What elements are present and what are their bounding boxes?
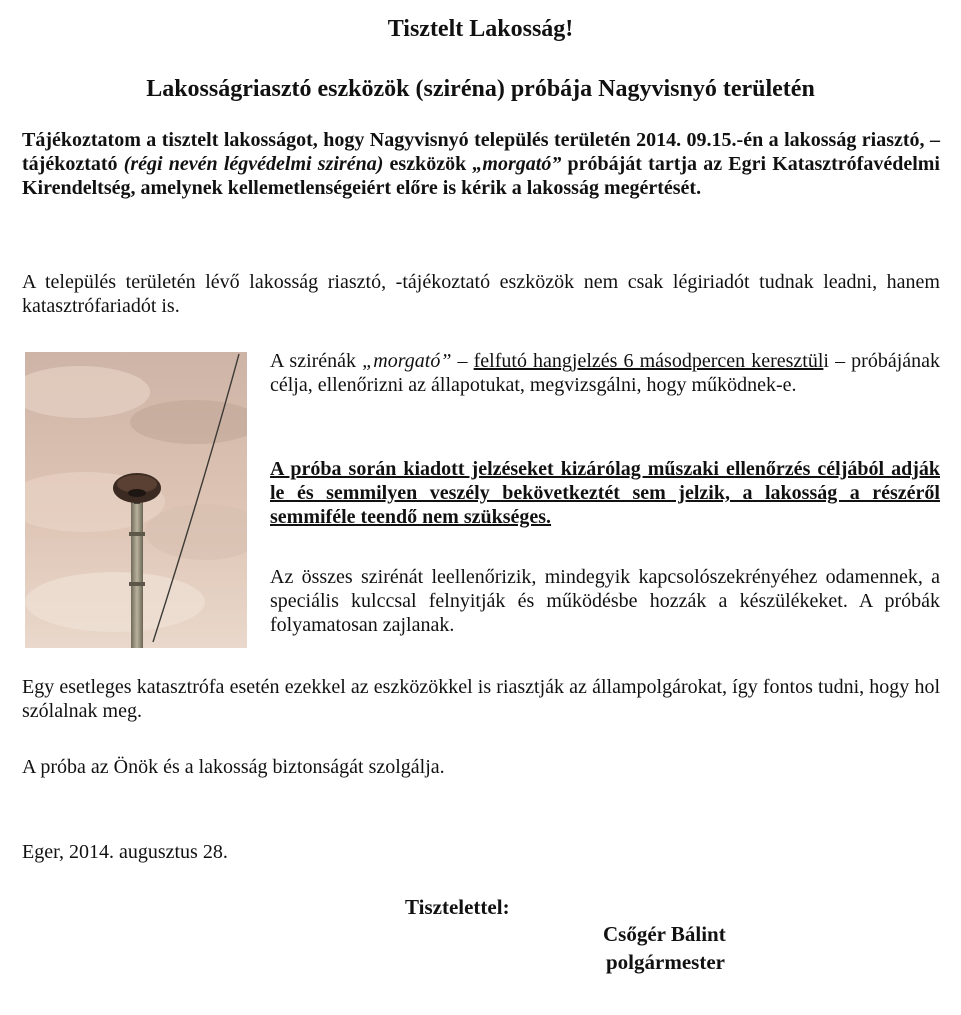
subject-heading: Lakosságriasztó eszközök (sziréna) próbája Nagyvisnyó területén [146, 76, 815, 102]
date-line: Eger, 2014. augusztus 28. [22, 841, 228, 863]
signer-title: polgármester [606, 950, 725, 974]
intro-paragraph: Tájékoztatom a tisztelt lakosságot, hogy Nagyvisnyó település területén 2014. 09.15.-én a lakosság riasztó, –tájékoztató (régi nevén légvédelmi sziréna) eszközök „morgató” próbáját tartja az Egri Katasztrófavédelmi Kirendeltség, amelynek kellemetlenségeiért előre is kérik a lakosság megértését. [22, 129, 940, 199]
signer-name: Csőgér Bálint [603, 922, 726, 946]
notice-paragraph: A próba során kiadott jelzéseket kizárólag műszaki ellenőrzés céljából adják le és semmilyen veszély bekövetkeztét sem jelzik, a lakosság a részéről semmiféle teendő nem szükséges. [270, 458, 940, 528]
siren-photo [25, 352, 247, 648]
safety-paragraph: A próba az Önök és a lakosság biztonságát szolgálja. [22, 756, 445, 778]
purpose-paragraph: A szirénák „morgató” – felfutó hangjelzés 6 másodpercen keresztüli – próbájának célja, ellenőrizni az állapotukat, megvizsgálni, hogy működnek-e. [270, 350, 941, 396]
regards-line: Tisztelettel: [405, 895, 510, 919]
disaster-paragraph: Egy esetleges katasztrófa esetén ezekkel az eszközökkel is riasztják az állampolgárokat, így fontos tudni, hogy hol szólalnak meg. [22, 676, 940, 722]
procedure-paragraph: Az összes szirénát leellenőrizik, mindegyik kapcsolószekrényéhez odamennek, a speciális kulccsal felnyitják és működésbe hozzák a készülékeket. A próbák folyamatosan zajlanak. [270, 566, 940, 636]
greeting-heading: Tisztelt Lakosság! [387, 16, 574, 42]
info-paragraph: A település területén lévő lakosság riasztó, -tájékoztató eszközök nem csak légiriadót tudnak leadni, hanem katasztrófariadót is. [22, 271, 940, 317]
